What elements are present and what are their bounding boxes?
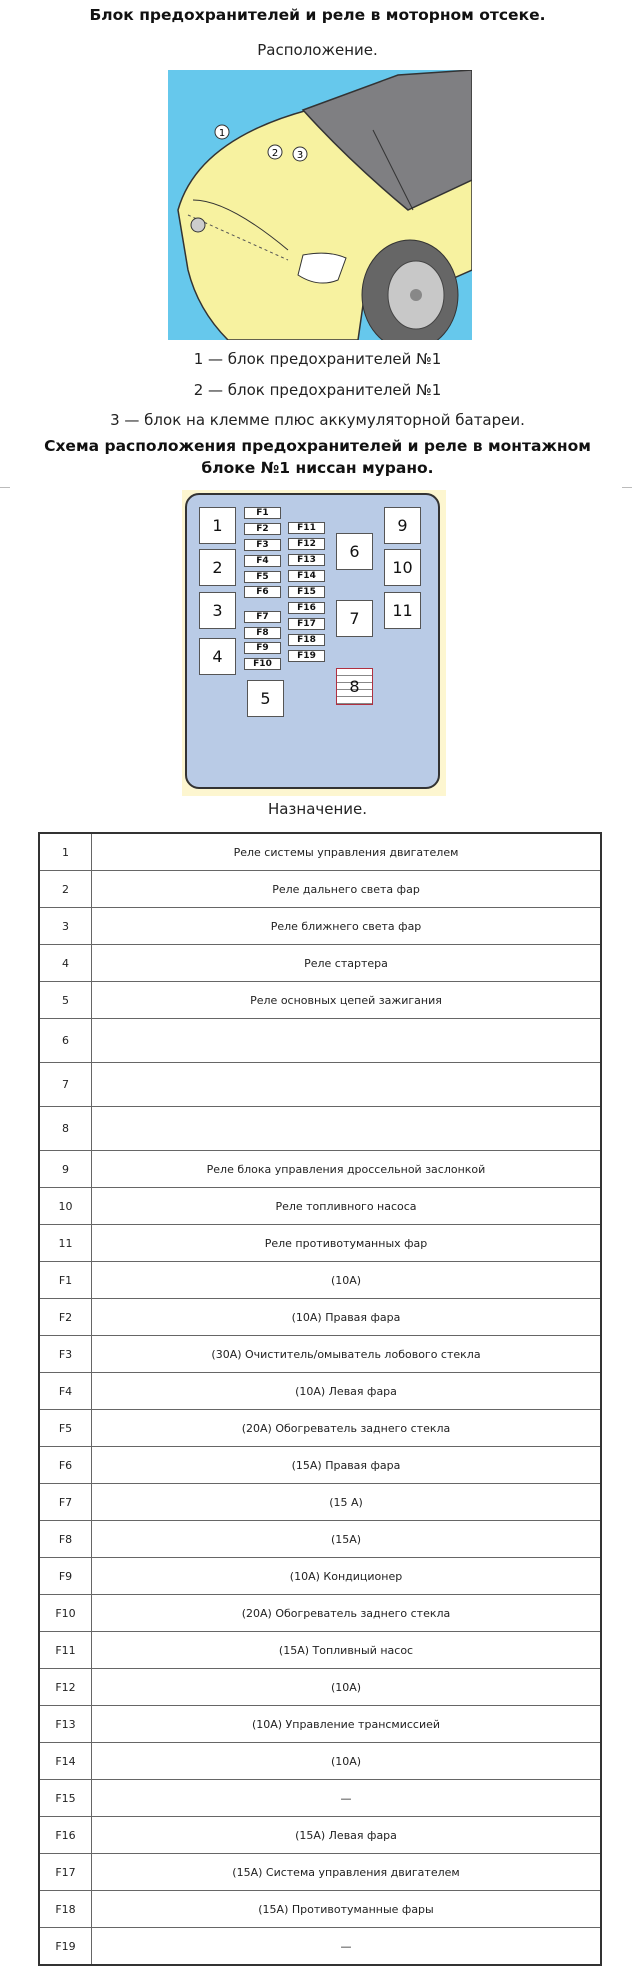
row-id: F8	[39, 1521, 92, 1558]
row-id: 8	[39, 1107, 92, 1151]
row-description: (10А) Левая фара	[92, 1373, 602, 1410]
car-location-image	[168, 70, 472, 340]
relay-2: 2	[199, 549, 236, 586]
fuse-9: F9	[244, 642, 281, 654]
fuse-box-diagram	[182, 490, 446, 796]
table-row	[39, 1107, 601, 1151]
fuse-14: F14	[288, 570, 325, 582]
fuse-table	[38, 832, 602, 1966]
fuse-7: F7	[244, 611, 281, 623]
table-row	[39, 1447, 601, 1484]
row-description: (10А)	[92, 1262, 602, 1299]
table-row	[39, 871, 601, 908]
row-description: —	[92, 1928, 602, 1966]
row-id: F18	[39, 1891, 92, 1928]
fuse-18: F18	[288, 634, 325, 646]
row-description	[92, 1019, 602, 1063]
table-row	[39, 1669, 601, 1706]
fuse-11: F11	[288, 522, 325, 534]
table-row	[39, 1299, 601, 1336]
table-row	[39, 1151, 601, 1188]
fuse-10: F10	[244, 658, 281, 670]
row-id: F3	[39, 1336, 92, 1373]
row-description: Реле стартера	[92, 945, 602, 982]
row-description: (20А) Обогреватель заднего стекла	[92, 1410, 602, 1447]
relay-10: 10	[384, 549, 421, 586]
row-description: (10А)	[92, 1743, 602, 1780]
table-row	[39, 1019, 601, 1063]
row-description: (10А) Правая фара	[92, 1299, 602, 1336]
table-row	[39, 1373, 601, 1410]
scheme-title-line1: Схема расположения предохранителей и реле в монтажном	[44, 437, 591, 455]
fuse-3: F3	[244, 539, 281, 551]
relay-11: 11	[384, 592, 421, 629]
row-id: F12	[39, 1669, 92, 1706]
table-row	[39, 908, 601, 945]
legend-item-3: 3 — блок на клемме плюс аккумуляторной батареи.	[110, 411, 525, 429]
table-row	[39, 1595, 601, 1632]
svg-text:1: 1	[218, 128, 226, 139]
fuse-6: F6	[244, 586, 281, 598]
callout-1	[215, 125, 229, 139]
table-row	[39, 1225, 601, 1262]
fuse-1: F1	[244, 507, 281, 519]
row-id: F6	[39, 1447, 92, 1484]
row-id: 10	[39, 1188, 92, 1225]
row-id: 5	[39, 982, 92, 1019]
fuse-17: F17	[288, 618, 325, 630]
table-row	[39, 982, 601, 1019]
svg-text:2: 2	[271, 148, 279, 159]
table-row	[39, 1780, 601, 1817]
row-id: F15	[39, 1780, 92, 1817]
row-description: Реле топливного насоса	[92, 1188, 602, 1225]
table-row	[39, 1262, 601, 1299]
row-description: (15А) Левая фара	[92, 1817, 602, 1854]
row-description: Реле блока управления дроссельной заслонкой	[92, 1151, 602, 1188]
table-row	[39, 1817, 601, 1854]
table-row	[39, 1410, 601, 1447]
fuse-8: F8	[244, 627, 281, 639]
row-description: (15А) Правая фара	[92, 1447, 602, 1484]
table-row	[39, 1743, 601, 1780]
row-id: F13	[39, 1706, 92, 1743]
table-row	[39, 1632, 601, 1669]
row-id: 3	[39, 908, 92, 945]
table-row	[39, 1928, 601, 1966]
table-row	[39, 1521, 601, 1558]
row-id: 4	[39, 945, 92, 982]
table-row	[39, 1854, 601, 1891]
relay-1: 1	[199, 507, 236, 544]
table-row	[39, 1188, 601, 1225]
row-id: F1	[39, 1262, 92, 1299]
relay-8: 8	[336, 668, 373, 705]
callout-3	[293, 147, 307, 161]
fuse-12: F12	[288, 538, 325, 550]
table-row	[39, 1336, 601, 1373]
row-id: F14	[39, 1743, 92, 1780]
fuse-19: F19	[288, 650, 325, 662]
row-id: F19	[39, 1928, 92, 1966]
row-description: Реле дальнего света фар	[92, 871, 602, 908]
row-id: 7	[39, 1063, 92, 1107]
svg-text:3: 3	[296, 150, 304, 161]
fuse-2: F2	[244, 523, 281, 535]
row-id: 6	[39, 1019, 92, 1063]
row-id: 9	[39, 1151, 92, 1188]
row-id: 11	[39, 1225, 92, 1262]
row-description	[92, 1063, 602, 1107]
row-description: (10А)	[92, 1669, 602, 1706]
row-description: (15А) Система управления двигателем	[92, 1854, 602, 1891]
row-description: (15А) Топливный насос	[92, 1632, 602, 1669]
table-row	[39, 1558, 601, 1595]
row-id: F16	[39, 1817, 92, 1854]
row-description: Реле ближнего света фар	[92, 908, 602, 945]
relay-7: 7	[336, 600, 373, 637]
row-id: F2	[39, 1299, 92, 1336]
relay-3: 3	[199, 592, 236, 629]
divider-left	[0, 487, 10, 488]
table-row	[39, 833, 601, 871]
location-label: Расположение.	[257, 41, 378, 59]
row-description: Реле противотуманных фар	[92, 1225, 602, 1262]
callout-2	[268, 145, 282, 159]
row-id: 2	[39, 871, 92, 908]
row-description: (30А) Очиститель/омыватель лобового стекла	[92, 1336, 602, 1373]
row-description: (10А) Управление трансмиссией	[92, 1706, 602, 1743]
row-id: F10	[39, 1595, 92, 1632]
row-id: F5	[39, 1410, 92, 1447]
purpose-label: Назначение.	[267, 800, 368, 818]
row-description: (15А) Противотуманные фары	[92, 1891, 602, 1928]
row-description: (20А) Обогреватель заднего стекла	[92, 1595, 602, 1632]
fuse-13: F13	[288, 554, 325, 566]
fuse-16: F16	[288, 602, 325, 614]
row-description: (15 А)	[92, 1484, 602, 1521]
fuse-4: F4	[244, 555, 281, 567]
row-id: F7	[39, 1484, 92, 1521]
legend-item-2: 2 — блок предохранителей №1	[193, 381, 442, 399]
fuse-15: F15	[288, 586, 325, 598]
relay-9: 9	[384, 507, 421, 544]
row-id: F11	[39, 1632, 92, 1669]
legend-item-1: 1 — блок предохранителей №1	[193, 350, 442, 368]
scheme-title-line2: блоке №1 ниссан мурано.	[201, 459, 434, 477]
page-title: Блок предохранителей и реле в моторном отсеке.	[89, 6, 546, 24]
row-description: (15А)	[92, 1521, 602, 1558]
table-row	[39, 1484, 601, 1521]
row-id: F4	[39, 1373, 92, 1410]
row-description: —	[92, 1780, 602, 1817]
table-row	[39, 1706, 601, 1743]
row-id: F9	[39, 1558, 92, 1595]
relay-6: 6	[336, 533, 373, 570]
row-description	[92, 1107, 602, 1151]
row-description: Реле основных цепей зажигания	[92, 982, 602, 1019]
row-description: Реле системы управления двигателем	[92, 833, 602, 871]
divider-right	[622, 487, 632, 488]
table-row	[39, 945, 601, 982]
fuse-5: F5	[244, 571, 281, 583]
row-id: F17	[39, 1854, 92, 1891]
row-description: (10А) Кондиционер	[92, 1558, 602, 1595]
table-row	[39, 1891, 601, 1928]
table-row	[39, 1063, 601, 1107]
relay-4: 4	[199, 638, 236, 675]
relay-5: 5	[247, 680, 284, 717]
row-id: 1	[39, 833, 92, 871]
